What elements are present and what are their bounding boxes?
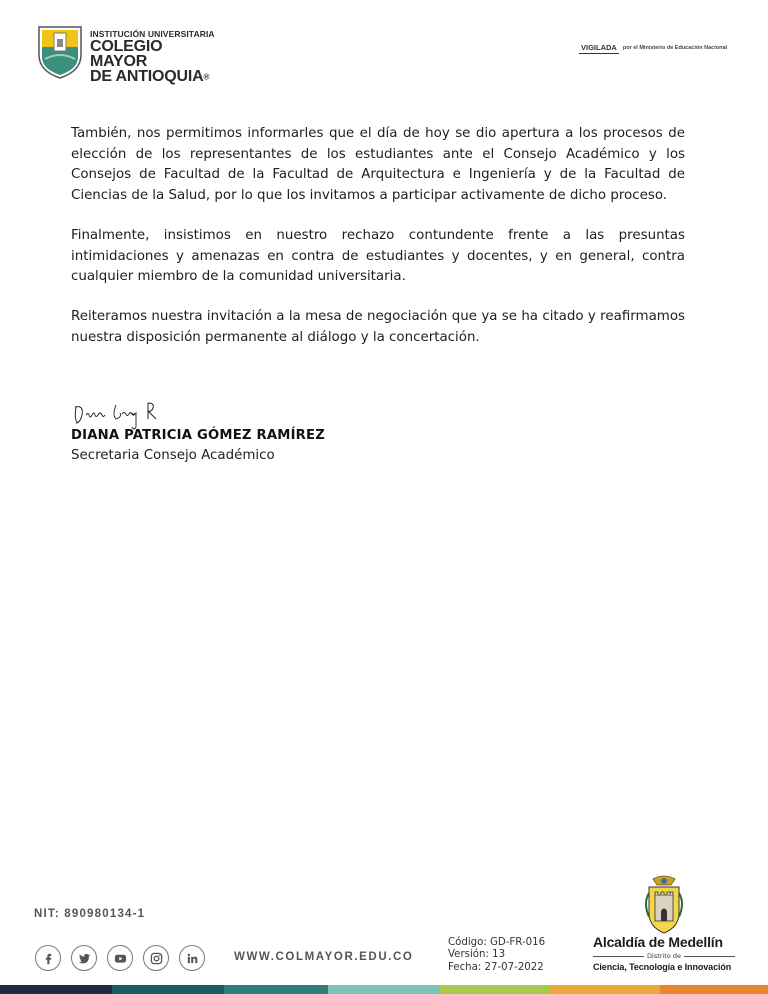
alcaldia-subtitle: Ciencia, Tecnología e Innovación — [593, 962, 732, 972]
footer-color-bar — [0, 985, 768, 994]
color-segment — [0, 985, 112, 994]
nit-number: NIT: 890980134-1 — [34, 908, 146, 920]
instagram-icon[interactable] — [143, 945, 169, 971]
social-links — [35, 945, 205, 971]
document-version: Versión: 13 — [448, 949, 506, 961]
website-link[interactable]: WWW.COLMAYOR.EDU.CO — [234, 951, 414, 963]
color-segment — [550, 985, 660, 994]
twitter-icon[interactable] — [71, 945, 97, 971]
document-code: Código: GD-FR-016 — [448, 937, 546, 948]
signer-role: Secretaria Consejo Académico — [71, 448, 275, 463]
linkedin-icon[interactable] — [179, 945, 205, 971]
paragraph-invitation: Reiteramos nuestra invitación a la mesa de negociación que ya se ha citado y reafirmamos nuestra disposición permanente al diálogo y la concertación. — [71, 309, 685, 345]
color-segment — [660, 985, 768, 994]
institution-name-line1: COLEGIO MAYOR — [90, 38, 163, 70]
colegio-mayor-shield-icon — [37, 25, 83, 79]
alcaldia-district: Distrito de — [593, 952, 735, 960]
color-segment — [112, 985, 224, 994]
institution-name-line2: DE ANTIOQUIA® — [90, 68, 210, 85]
document-codes — [448, 937, 545, 974]
vigilada-label: VIGILADA — [581, 42, 617, 52]
institution-type: INSTITUCIÓN UNIVERSITARIA — [90, 29, 215, 39]
youtube-icon[interactable] — [107, 945, 133, 971]
signer-name: DIANA PATRICIA GÓMEZ RAMÍREZ — [71, 428, 326, 443]
signature-text: Diana Gómez R — [72, 397, 80, 398]
color-segment — [224, 985, 328, 994]
color-segment — [440, 985, 550, 994]
vigilada-text: por el Ministerio de Educación Nacional — [622, 45, 728, 51]
institution-logo — [37, 25, 217, 85]
vigilada-badge — [579, 43, 727, 53]
facebook-icon[interactable] — [35, 945, 61, 971]
paragraph-rejection: Finalmente, insistimos en nuestro rechazo contundente frente a las presuntas intimidaciones y amenazas en contra de estudiantes y docentes, y en general, contra cualquier miembro de la comunidad universitaria. — [71, 228, 685, 284]
registered-mark: ® — [203, 72, 210, 82]
document-date: Fecha: 27-07-2022 — [448, 961, 544, 973]
color-segment — [328, 985, 440, 994]
medellin-coat-of-arms-icon — [641, 873, 687, 935]
alcaldia-name: Alcaldía de Medellín — [593, 934, 723, 950]
paragraph-elections: También, nos permitimos informarles que el día de hoy se dio apertura a los procesos de elección de los representantes de los estudiantes ante el Consejo Académico y los Consejos de Facultad de la Facultad de Arquitectura e Ingeniería y de la Facultad de Ciencias de la Salud, por lo que los invitamos a participar activamente de dicho proceso. — [71, 126, 685, 203]
